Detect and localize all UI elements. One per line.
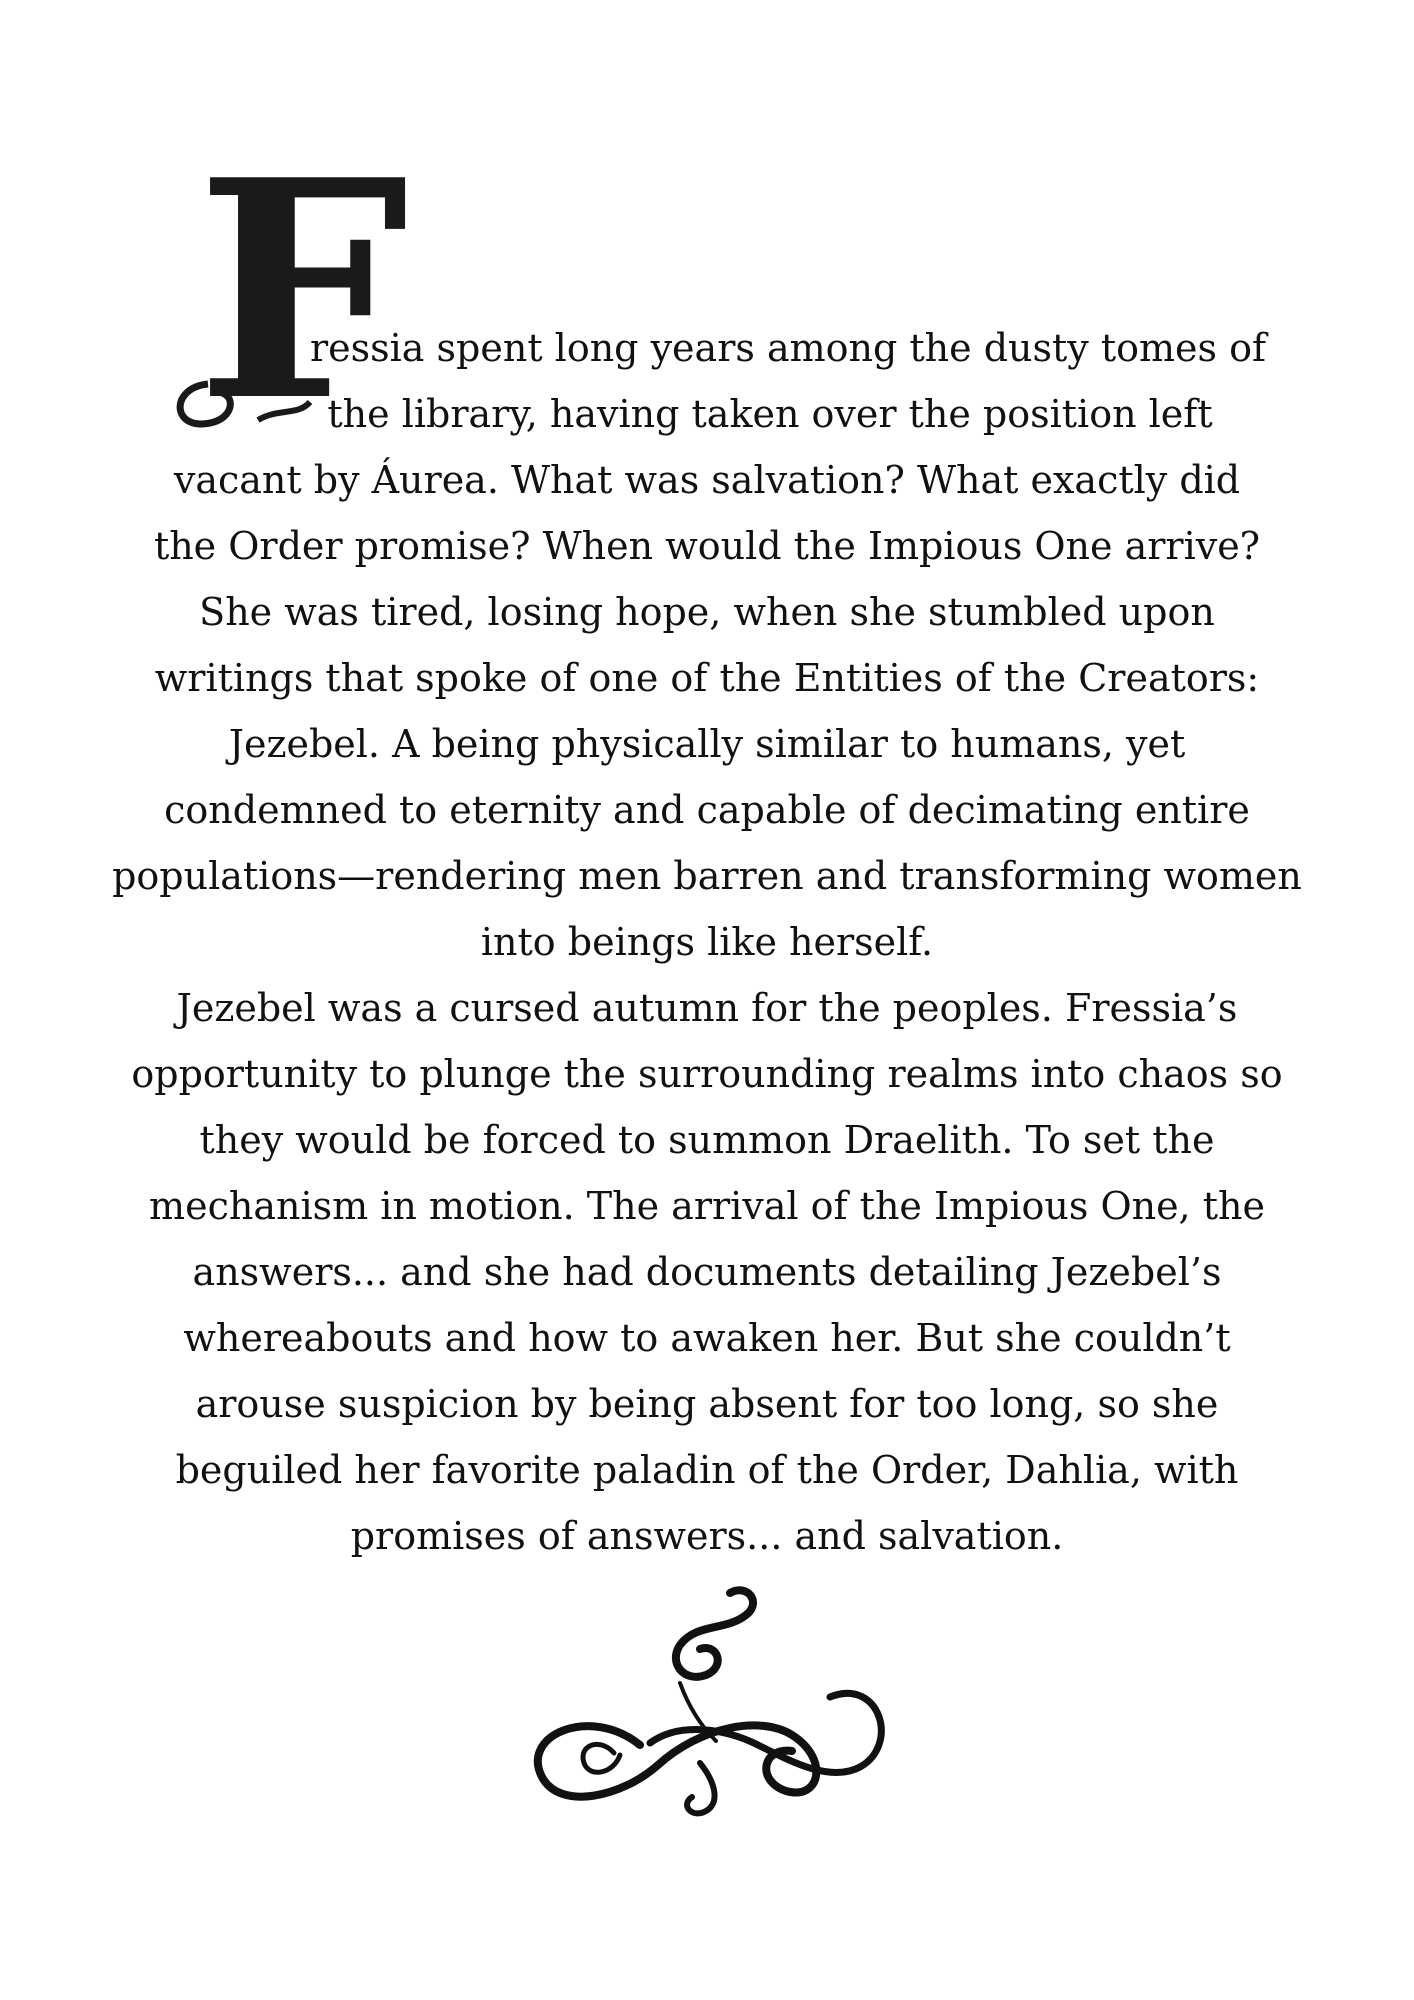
text-line: the Order promise? When would the Impious One arrive? xyxy=(153,524,1261,568)
text-line: condemned to eternity and capable of decimating entire xyxy=(164,788,1250,832)
text-line: answers... and she had documents detailing Jezebel’s xyxy=(192,1250,1222,1294)
text-line: into beings like herself. xyxy=(480,920,934,964)
text-line: beguiled her favorite paladin of the Order, Dahlia, with xyxy=(175,1448,1239,1492)
text-line: She was tired, losing hope, when she stumbled upon xyxy=(199,590,1215,634)
text-line: ressia spent long years among the dusty tomes of xyxy=(310,326,1267,370)
text-line: Jezebel. A being physically similar to humans, yet xyxy=(228,722,1186,766)
text-line: arouse suspicion by being absent for too long, so she xyxy=(195,1382,1219,1426)
text-line: opportunity to plunge the surrounding realms into chaos so xyxy=(131,1052,1283,1096)
text-line: promises of answers... and salvation. xyxy=(350,1514,1064,1558)
text-line: vacant by Áurea. What was salvation? What exactly did xyxy=(173,458,1241,502)
text-line: writings that spoke of one of the Entities of the Creators: xyxy=(154,656,1260,700)
text-line: they would be forced to summon Draelith. To set the xyxy=(199,1118,1215,1162)
flourish-ornament-icon xyxy=(530,1585,890,1825)
text-line: mechanism in motion. The arrival of the Impious One, the xyxy=(149,1184,1265,1228)
text-line: populations—rendering men barren and transforming women xyxy=(112,854,1302,898)
text-line: whereabouts and how to awaken her. But she couldn’t xyxy=(183,1316,1231,1360)
text-line: Jezebel was a cursed autumn for the peoples. Fressia’s xyxy=(176,986,1238,1030)
svg-text:F: F xyxy=(196,114,409,467)
text-line: the library, having taken over the position left xyxy=(327,392,1213,436)
